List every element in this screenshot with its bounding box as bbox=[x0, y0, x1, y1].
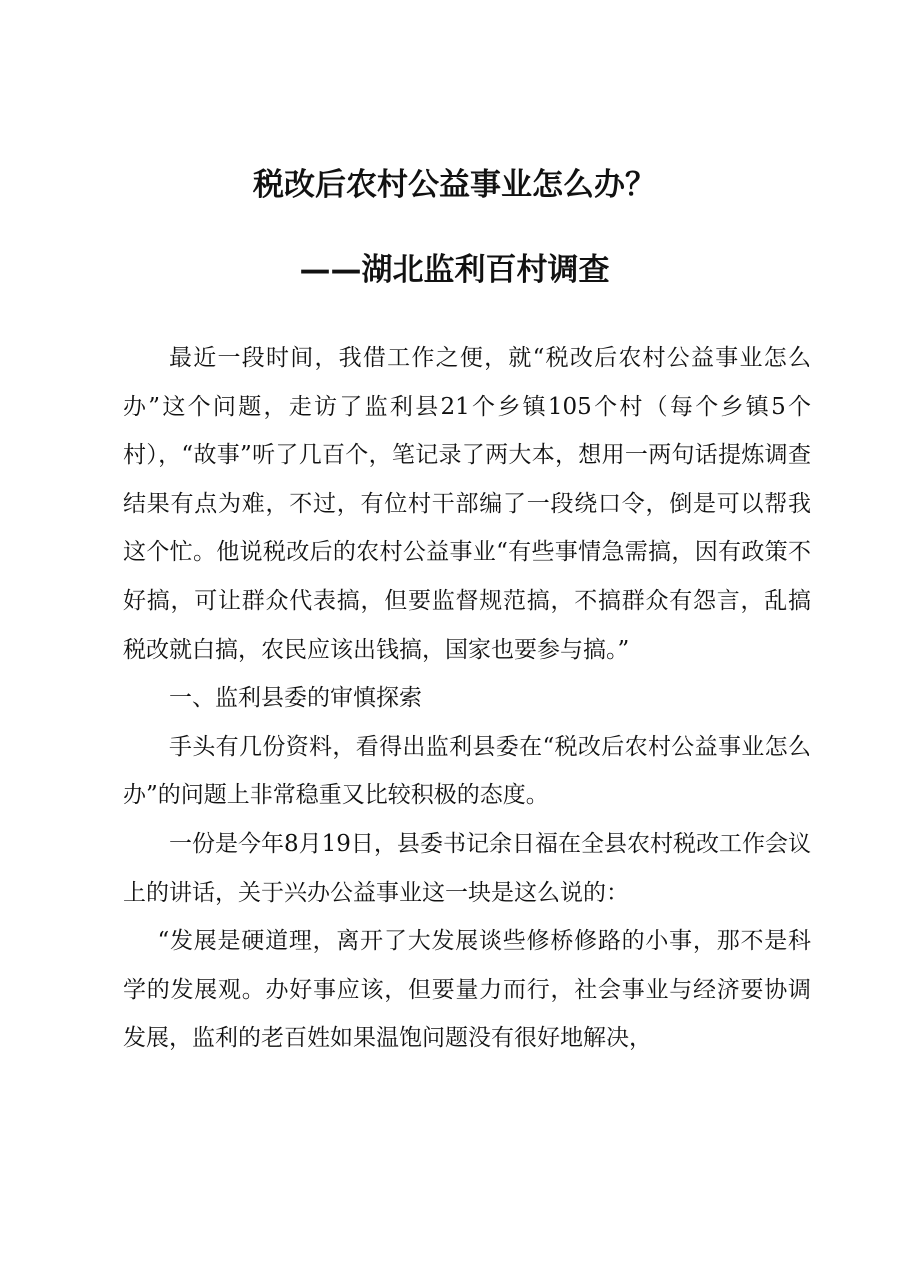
section-heading-1: 一、监利县委的审慎探索 bbox=[169, 685, 422, 712]
paragraph-speech-intro: 一份是今年8月19日，县委书记余日福在全县农村税改工作会议上的讲话，关于兴办公益事业这一块是这么说的： bbox=[123, 830, 811, 906]
document-body bbox=[123, 334, 811, 1063]
paragraph-speech-quote: “发展是硬道理，离开了大发展谈些修桥修路的小事，那不是科学的发展观。办好事应该，但要量力而行，社会事业与经济要协调发展，监利的老百姓如果温饱问题没有很好地解决， bbox=[123, 928, 811, 1052]
paragraph-intro: 最近一段时间，我借工作之便，就“税改后农村公益事业怎么办”这个问题，走访了监利县21个乡镇105个村（每个乡镇5个村），“故事”听了几百个，笔记录了两大本，想用一两句话提炼调查结果有点为难，不过，有位村干部编了一段绕口令，倒是可以帮我这个忙。他说税改后的农村公益事业“有些事情急需搞，因有政策不好搞，可让群众代表搞，但要监督规范搞，不搞群众有怨言，乱搞税改就白搞，农民应该出钱搞，国家也要参与搞。” bbox=[123, 345, 811, 663]
document-title: 税改后农村公益事业怎么办？ bbox=[253, 167, 656, 203]
document-subtitle: ——湖北监利百村调查 bbox=[299, 252, 610, 288]
paragraph-materials: 手头有几份资料，看得出监利县委在“税改后农村公益事业怎么办”的问题上非常稳重又比较积极的态度。 bbox=[123, 733, 811, 809]
